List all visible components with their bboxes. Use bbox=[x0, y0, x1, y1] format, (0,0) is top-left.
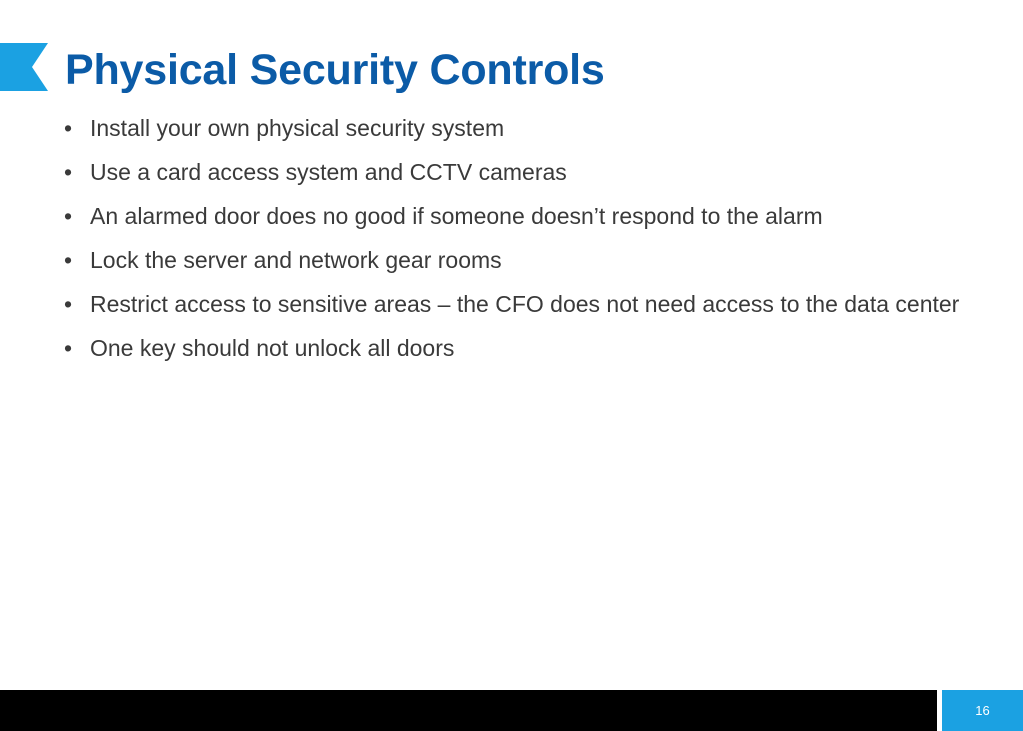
bullet-dot: • bbox=[64, 335, 73, 361]
bullet-item bbox=[64, 292, 964, 316]
footer-bar bbox=[0, 690, 937, 731]
page-number bbox=[942, 690, 1023, 731]
bullet-dot: • bbox=[64, 203, 73, 229]
bullet-text: An alarmed door does no good if someone doesn’t respond to the alarm bbox=[90, 203, 823, 229]
chevron-notch-marker-icon bbox=[0, 43, 48, 91]
bullet-item bbox=[64, 116, 964, 140]
bullet-text: Use a card access system and CCTV cameras bbox=[90, 159, 567, 185]
bullet-text: Restrict access to sensitive areas – the CFO does not need access to the data center bbox=[90, 291, 960, 317]
bullet-list bbox=[64, 116, 964, 380]
bullet-item bbox=[64, 336, 964, 360]
bullet-dot: • bbox=[64, 115, 73, 141]
bullet-dot: • bbox=[64, 291, 73, 317]
bullet-item bbox=[64, 160, 964, 184]
bullet-item bbox=[64, 248, 964, 272]
bullet-text: Install your own physical security system bbox=[90, 115, 505, 141]
bullet-text: One key should not unlock all doors bbox=[90, 335, 455, 361]
bullet-dot: • bbox=[64, 247, 73, 273]
bullet-dot: • bbox=[64, 159, 73, 185]
bullet-item bbox=[64, 204, 964, 228]
page-number-text: 16 bbox=[975, 703, 990, 718]
slide-title: Physical Security Controls bbox=[65, 46, 605, 94]
bullet-text: Lock the server and network gear rooms bbox=[90, 247, 502, 273]
